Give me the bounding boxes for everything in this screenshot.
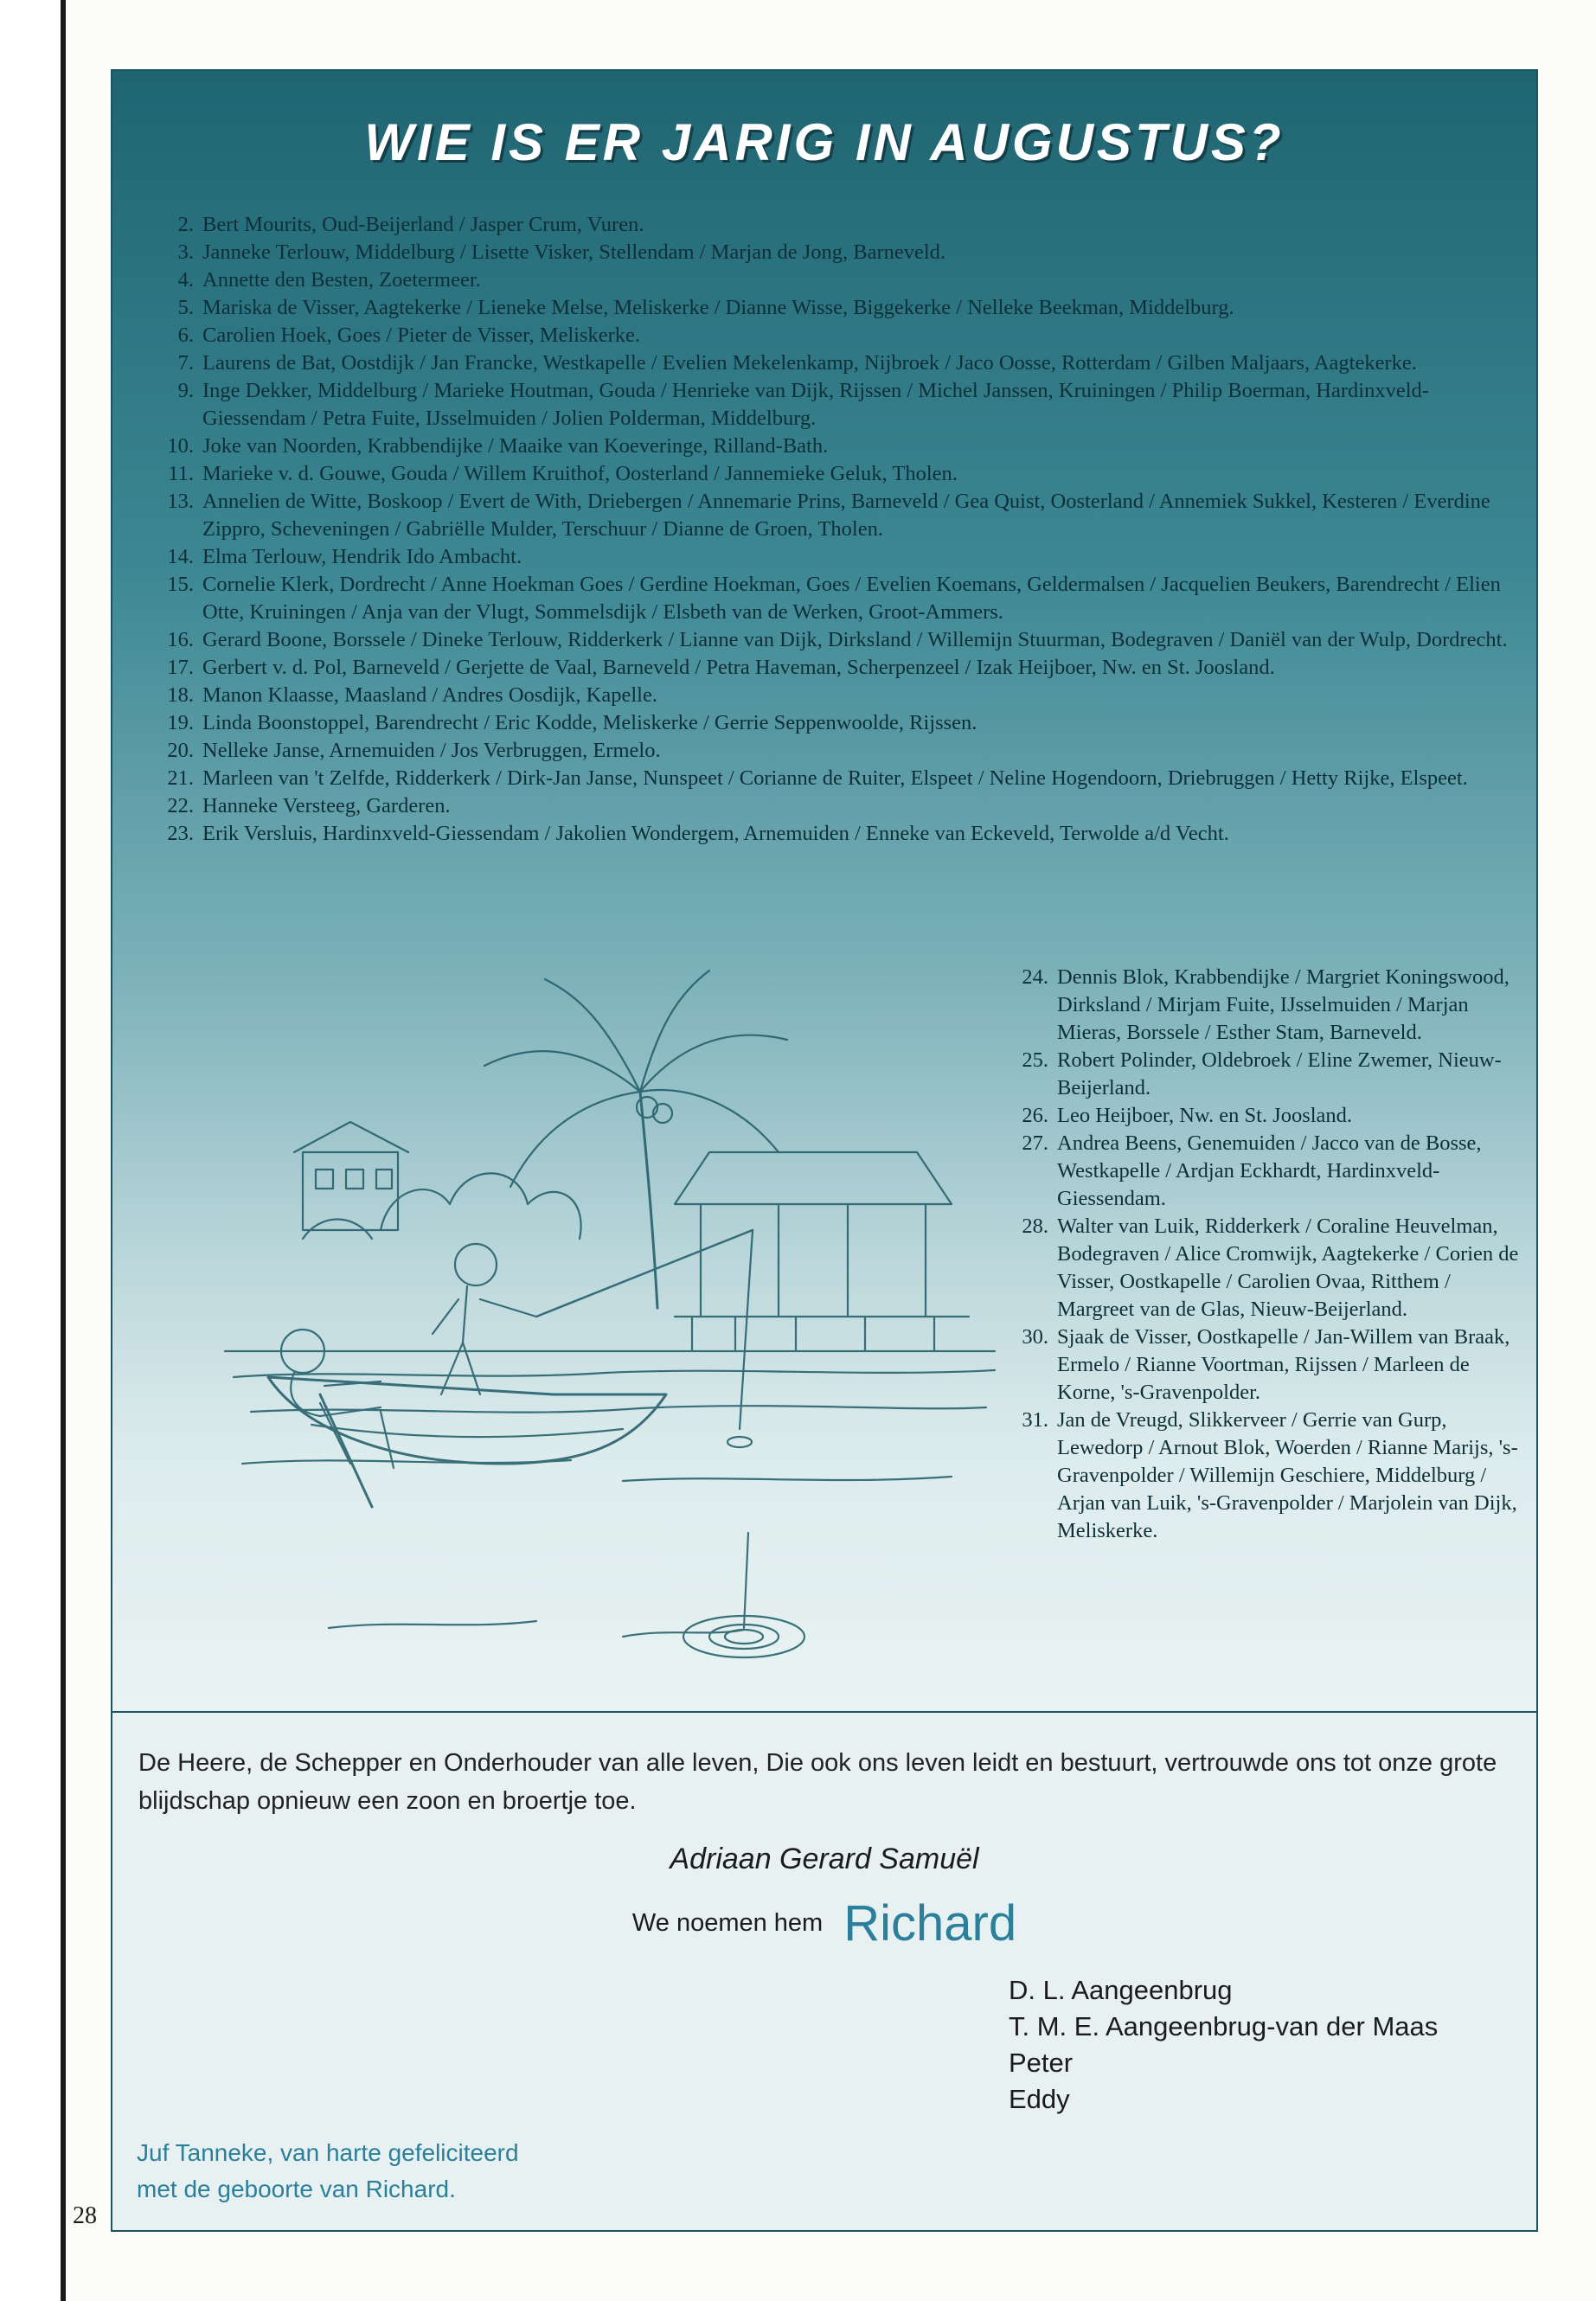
birthday-entry — [1010, 964, 1525, 1047]
entry-day: 24. — [1022, 965, 1048, 989]
entry-day: 25. — [1022, 1048, 1048, 1072]
entry-names: Bert Mourits, Oud-Beijerland / Jasper Crum, Vuren. — [202, 213, 644, 236]
entry-names: Nelleke Janse, Arnemuiden / Jos Verbruggen, Ermelo. — [202, 739, 661, 762]
birthday-entry — [156, 433, 1521, 460]
birthday-entry — [156, 820, 1521, 848]
entry-day: 23. — [167, 822, 194, 845]
entry-day: 16. — [167, 628, 194, 651]
birthday-entry — [156, 709, 1521, 737]
birthday-entry — [156, 349, 1521, 377]
entry-names: Joke van Noorden, Krabbendijke / Maaike van Koeveringe, Rilland-Bath. — [202, 434, 829, 458]
birthday-entry — [156, 682, 1521, 709]
birthday-entry — [156, 626, 1521, 654]
entry-day: 26. — [1022, 1104, 1048, 1127]
birth-announcement — [111, 1713, 1538, 2232]
entry-names: Cornelie Klerk, Dordrecht / Anne Hoekman Goes / Gerdine Hoekman, Goes / Evelien Koemans, Geldermalsen / Jacquelien Beukers, Barendrecht / Elien Otte, Kruiningen / Anja van der Vlugt, Sommelsdijk / Elsbeth van de Werken, Groot-Ammers. — [202, 573, 1501, 624]
entry-names: Robert Polinder, Oldebroek / Eline Zwemer, Nieuw-Beijerland. — [1057, 1048, 1502, 1099]
entry-names: Dennis Blok, Krabbendijke / Margriet Koningswood, Dirksland / Mirjam Fuite, IJsselmuiden / Marjan Mieras, Borssele / Esther Stam, Barneveld. — [1057, 965, 1509, 1044]
entry-day: 22. — [167, 794, 194, 817]
entry-day: 30. — [1022, 1325, 1048, 1349]
entry-names: Mariska de Visser, Aagtekerke / Lieneke Melse, Meliskerke / Dianne Wisse, Biggekerke / Nelleke Beekman, Middelburg. — [202, 296, 1234, 319]
entry-names: Carolien Hoek, Goes / Pieter de Visser, Meliskerke. — [202, 324, 641, 347]
parent-name: D. L. Aangeenbrug — [1009, 1975, 1233, 2005]
entry-names: Gerbert v. d. Pol, Barneveld / Gerjette de Vaal, Barneveld / Petra Haveman, Scherpenzeel / Izak Heijboer, Nw. en St. Joosland. — [202, 656, 1275, 679]
birthday-entry — [156, 792, 1521, 820]
entry-day: 2. — [177, 213, 194, 236]
entry-day: 6. — [177, 324, 194, 347]
birthday-entry — [156, 543, 1521, 571]
entry-day: 7. — [177, 351, 194, 375]
birthday-entry — [156, 488, 1521, 543]
birthday-entry — [156, 765, 1521, 792]
birthday-entry — [156, 737, 1521, 765]
call-prefix: We noemen hem — [631, 1909, 824, 1937]
entry-day: 18. — [167, 683, 194, 707]
parents-list — [1009, 1972, 1438, 2118]
entry-names: Laurens de Bat, Oostdijk / Jan Francke, Westkapelle / Evelien Mekelenkamp, Nijbroek / Jaco Oosse, Rotterdam / Gilben Maljaars, Aagtekerke. — [202, 351, 1417, 375]
birthday-entry — [156, 239, 1521, 266]
birthday-entry — [156, 322, 1521, 349]
birthday-entry — [156, 266, 1521, 294]
entry-day: 13. — [167, 490, 194, 513]
page-number: 28 — [73, 2202, 97, 2229]
birthday-panel — [111, 69, 1538, 1713]
entry-day: 10. — [167, 434, 194, 458]
congrats-line: Juf Tanneke, van harte gefeliciteerd — [137, 2139, 519, 2166]
entry-day: 28. — [1022, 1215, 1048, 1238]
entry-day: 21. — [167, 766, 194, 790]
entry-names: Annette den Besten, Zoetermeer. — [202, 268, 481, 292]
entry-day: 14. — [167, 545, 194, 568]
birthday-entry — [156, 211, 1521, 239]
sibling-name: Eddy — [1009, 2084, 1070, 2114]
birthday-entry — [1010, 1047, 1525, 1102]
announcement-text: De Heere, de Schepper en Onderhouder van alle leven, Die ook ons leven leidt en bestuurt, vertrouwde ons tot onze grote blijdschap opnieuw een zoon en broertje toe. — [138, 1749, 1497, 1815]
entry-day: 3. — [177, 240, 194, 264]
entry-names: Erik Versluis, Hardinxveld-Giessendam / Jakolien Wondergem, Arnemuiden / Enneke van Eckeveld, Terwolde a/d Vecht. — [202, 822, 1229, 845]
fishing-boat-illustration — [173, 945, 1003, 1706]
entry-names: Marieke v. d. Gouwe, Gouda / Willem Kruithof, Oosterland / Jannemieke Geluk, Tholen. — [202, 462, 958, 485]
entry-day: 9. — [177, 379, 194, 402]
birthday-entry — [1010, 1102, 1525, 1130]
birthday-list — [156, 211, 1521, 848]
sibling-name: Peter — [1009, 2048, 1074, 2078]
entry-day: 4. — [177, 268, 194, 292]
call-name: Richard — [843, 1895, 1017, 1952]
entry-names: Jan de Vreugd, Slikkerveer / Gerrie van Gurp, Lewedorp / Arnout Blok, Woerden / Rianne Marijs, 's-Gravenpolder / Willemijn Geschiere, Middelburg / Arjan van Luik, 's-Gravenpolder / Marjolein van Dijk, Meliskerke. — [1057, 1408, 1518, 1542]
entry-names: Manon Klaasse, Maasland / Andres Oosdijk, Kapelle. — [202, 683, 657, 707]
entry-names: Annelien de Witte, Boskoop / Evert de With, Driebergen / Annemarie Prins, Barneveld / Gea Quist, Oosterland / Annemiek Sukkel, Kesteren / Everdine Zippro, Scheveningen / Gabriëlle Mulder, Terschuur / Dianne de Groen, Tholen. — [202, 490, 1490, 541]
entry-day: 11. — [168, 462, 194, 485]
birthday-entry — [1010, 1213, 1525, 1324]
entry-names: Sjaak de Visser, Oostkapelle / Jan-Willem van Braak, Ermelo / Rianne Voortman, Rijssen / Marleen de Korne, 's-Gravenpolder. — [1057, 1325, 1510, 1404]
birthday-entry — [156, 377, 1521, 433]
birthday-entry — [156, 294, 1521, 322]
book-spine — [0, 0, 66, 2301]
entry-names: Elma Terlouw, Hendrik Ido Ambacht. — [202, 545, 522, 568]
entry-names: Gerard Boone, Borssele / Dineke Terlouw, Ridderkerk / Lianne van Dijk, Dirksland / Willemijn Stuurman, Bodegraven / Daniël van der Wulp, Dordrecht. — [202, 628, 1508, 651]
entry-names: Inge Dekker, Middelburg / Marieke Houtman, Gouda / Henrieke van Dijk, Rijssen / Michel Janssen, Kruiningen / Philip Boerman, Hardinxveld-Giessendam / Petra Fuite, IJsselmuiden / Jolien Polderman, Middelburg. — [202, 379, 1429, 430]
congratulation-note — [137, 2135, 519, 2208]
child-full-name: Adriaan Gerard Samuël — [670, 1843, 979, 1875]
entry-names: Walter van Luik, Ridderkerk / Coraline Heuvelman, Bodegraven / Alice Cromwijk, Aagtekerke / Corien de Visser, Oostkapelle / Carolien Ovaa, Ritthem / Margreet van de Glas, Nieuw-Beijerland. — [1057, 1215, 1519, 1321]
congrats-line: met de geboorte van Richard. — [137, 2176, 456, 2202]
entry-names: Leo Heijboer, Nw. en St. Joosland. — [1057, 1104, 1353, 1127]
entry-day: 31. — [1022, 1408, 1048, 1432]
entry-names: Linda Boonstoppel, Barendrecht / Eric Kodde, Meliskerke / Gerrie Seppenwoolde, Rijssen. — [202, 711, 977, 734]
entry-day: 20. — [167, 739, 194, 762]
entry-day: 17. — [167, 656, 194, 679]
entry-day: 19. — [167, 711, 194, 734]
birthday-entry — [156, 571, 1521, 626]
parent-name: T. M. E. Aangeenbrug-van der Maas — [1009, 2011, 1439, 2041]
entry-names: Hanneke Versteeg, Garderen. — [202, 794, 451, 817]
entry-day: 27. — [1022, 1131, 1048, 1155]
entry-day: 15. — [167, 573, 194, 596]
entry-names: Andrea Beens, Genemuiden / Jacco van de Bosse, Westkapelle / Ardjan Eckhardt, Hardinxveld-Giessendam. — [1057, 1131, 1482, 1210]
birthday-entry — [156, 654, 1521, 682]
call-name-row — [112, 1894, 1536, 1952]
entry-day: 5. — [177, 296, 194, 319]
birthday-entry — [156, 460, 1521, 488]
entry-names: Marleen van 't Zelfde, Ridderkerk / Dirk-Jan Janse, Nunspeet / Corianne de Ruiter, Elspeet / Neline Hogendoorn, Driebruggen / Hetty Rijke, Elspeet. — [202, 766, 1468, 790]
birthday-list-right — [1010, 964, 1525, 1545]
entry-names: Janneke Terlouw, Middelburg / Lisette Visker, Stellendam / Marjan de Jong, Barneveld. — [202, 240, 946, 264]
birthday-entry — [1010, 1407, 1525, 1545]
birthday-entry — [1010, 1324, 1525, 1407]
page-title: WIE IS ER JARIG IN AUGUSTUS? — [364, 113, 1285, 171]
birthday-entry — [1010, 1130, 1525, 1213]
